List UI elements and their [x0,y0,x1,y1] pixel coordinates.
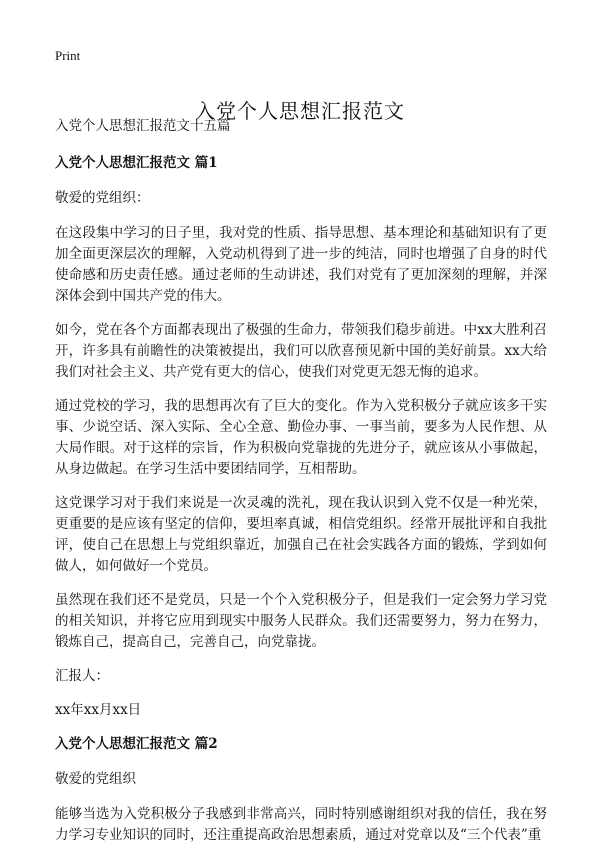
paragraph: 如今，党在各个方面都表现出了极强的生命力，带领我们稳步前进。中xx大胜利召开，许多具有前瞻性的决策被提出，我们可以欣喜预见新中国的美好前景。xx大给我们对社会主义、共产党有更大的信心，使我们对党更无怨无悔的追求。 [55,322,547,380]
report-date: xx年xx月xx日 [55,702,142,718]
paragraph: 能够当选为入党积极分子我感到非常高兴，同时特别感谢组织对我的信任，我在努力学习专业知识的同时，还注重提高政治思想素质，通过对党章以及“三个代表”重 [55,806,547,843]
paragraph: 在这段集中学习的日子里，我对党的性质、指导思想、基本理论和基础知识有了更加全面更深层次的理解，入党动机得到了进一步的纯洁，同时也增强了自身的时代使命感和历史责任感。通过老师的生动讲述，我们对党有了更加深刻的理解，并深深体会到中国共产党的伟大。 [55,225,547,304]
page-title: 入党个人思想汇报范文 [195,99,405,124]
document-content [55,116,547,859]
paragraph: 通过党校的学习，我的思想再次有了巨大的变化。作为入党积极分子就应该多干实事、少说空话、深入实际、全心全意、勤俭办事、一事当前，要多为人民作想、从大局作眼。对于这样的宗旨，作为积极向党靠拢的先进分子，就应该从小事做起，从身边做起。在学习生活中要团结同学，互相帮助。 [55,398,547,477]
document-subtitle: 入党个人思想汇报范文十五篇 [55,118,231,134]
paragraph: 这党课学习对于我们来说是一次灵魂的洗礼，现在我认识到入党不仅是一种光荣，更重要的是应该有坚定的信仰，要坦率真诚，相信党组织。经常开展批评和自我批评，使自己在思想上与党组织靠近，加强自己在社会实践各方面的锻炼，学到如何做人，如何做好一个党员。 [55,495,547,574]
greeting: 敬爱的党组织 [55,771,136,787]
section-heading: 入党个人思想汇报范文 篇1 [55,155,218,171]
greeting: 敬爱的党组织： [55,190,150,206]
section-heading: 入党个人思想汇报范文 篇2 [55,736,218,752]
reporter-label: 汇报人： [55,668,109,684]
print-label: Print [55,48,81,63]
paragraph: 虽然现在我们还不是党员，只是一个个入党积极分子，但是我们一定会努力学习党的相关知识，并将它应用到现实中服务人民群众。我们还需要努力，努力在努力，锻炼自己，提高自己，完善自己，向党靠拢。 [55,592,547,650]
